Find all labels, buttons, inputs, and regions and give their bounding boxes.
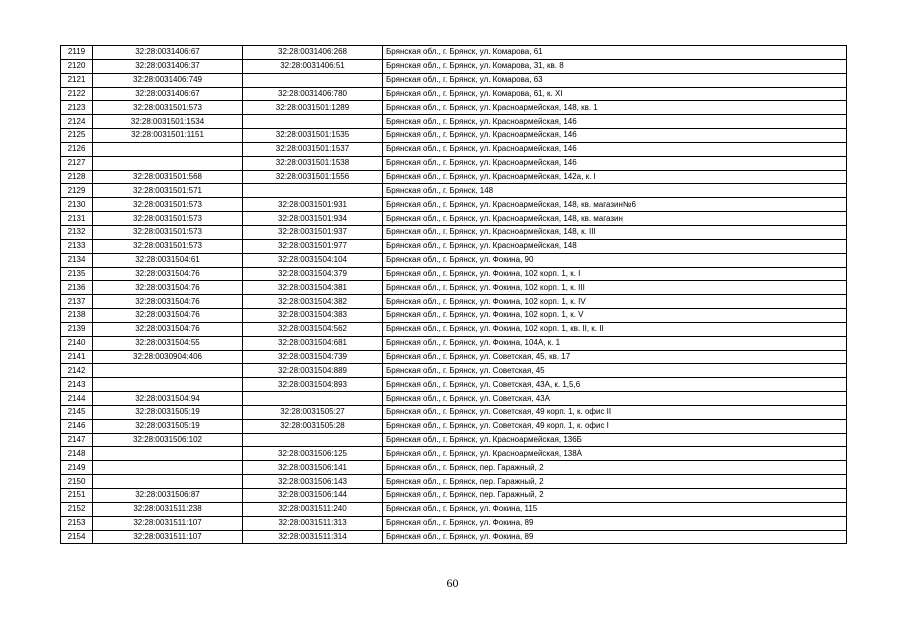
table-row xyxy=(61,405,847,419)
object-cadastral-cell: 32:28:0031501:937 xyxy=(243,225,383,239)
parcel-cadastral-cell: 32:28:0031506:87 xyxy=(93,489,243,503)
table-row xyxy=(61,225,847,239)
parcel-cadastral-cell: 32:28:0030904:406 xyxy=(93,350,243,364)
object-cadastral-cell: 32:28:0031501:1556 xyxy=(243,170,383,184)
parcel-cadastral-cell xyxy=(93,156,243,170)
address-cell: Брянская обл., г. Брянск, ул. Фокина, 102 корп. 1, к. IV xyxy=(383,295,847,309)
parcel-cadastral-cell: 32:28:0031504:76 xyxy=(93,309,243,323)
row-number-cell: 2125 xyxy=(61,129,93,143)
object-cadastral-cell: 32:28:0031511:313 xyxy=(243,516,383,530)
parcel-cadastral-cell: 32:28:0031504:76 xyxy=(93,267,243,281)
object-cadastral-cell: 32:28:0031504:893 xyxy=(243,378,383,392)
table-row xyxy=(61,267,847,281)
row-number-cell: 2150 xyxy=(61,475,93,489)
table-row xyxy=(61,530,847,544)
object-cadastral-cell: 32:28:0031506:141 xyxy=(243,461,383,475)
object-cadastral-cell: 32:28:0031501:1535 xyxy=(243,129,383,143)
row-number-cell: 2139 xyxy=(61,322,93,336)
object-cadastral-cell: 32:28:0031501:977 xyxy=(243,239,383,253)
table-row xyxy=(61,516,847,530)
row-number-cell: 2132 xyxy=(61,225,93,239)
parcel-cadastral-cell: 32:28:0031501:1534 xyxy=(93,115,243,129)
address-cell: Брянская обл., г. Брянск, 148 xyxy=(383,184,847,198)
row-number-cell: 2141 xyxy=(61,350,93,364)
table-body xyxy=(61,46,847,544)
address-cell: Брянская обл., г. Брянск, ул. Фокина, 102 корп. 1, к. V xyxy=(383,309,847,323)
object-cadastral-cell xyxy=(243,115,383,129)
table-row xyxy=(61,73,847,87)
address-cell: Брянская обл., г. Брянск, пер. Гаражный, 2 xyxy=(383,489,847,503)
parcel-cadastral-cell: 32:28:0031501:1151 xyxy=(93,129,243,143)
address-cell: Брянская обл., г. Брянск, ул. Комарова, 61 xyxy=(383,46,847,60)
table-row xyxy=(61,336,847,350)
object-cadastral-cell: 32:28:0031501:1289 xyxy=(243,101,383,115)
table-row xyxy=(61,170,847,184)
address-cell: Брянская обл., г. Брянск, ул. Фокина, 89 xyxy=(383,516,847,530)
parcel-cadastral-cell: 32:28:0031505:19 xyxy=(93,419,243,433)
object-cadastral-cell: 32:28:0031505:28 xyxy=(243,419,383,433)
table-row xyxy=(61,101,847,115)
object-cadastral-cell xyxy=(243,392,383,406)
row-number-cell: 2131 xyxy=(61,212,93,226)
row-number-cell: 2133 xyxy=(61,239,93,253)
address-cell: Брянская обл., г. Брянск, ул. Фокина, 102 корп. 1, к. III xyxy=(383,281,847,295)
row-number-cell: 2120 xyxy=(61,59,93,73)
table-row xyxy=(61,115,847,129)
row-number-cell: 2140 xyxy=(61,336,93,350)
object-cadastral-cell: 32:28:0031504:104 xyxy=(243,253,383,267)
address-cell: Брянская обл., г. Брянск, ул. Советская, 43А, к. 1,5,6 xyxy=(383,378,847,392)
object-cadastral-cell: 32:28:0031406:780 xyxy=(243,87,383,101)
parcel-cadastral-cell: 32:28:0031501:571 xyxy=(93,184,243,198)
object-cadastral-cell: 32:28:0031406:51 xyxy=(243,59,383,73)
object-cadastral-cell: 32:28:0031511:240 xyxy=(243,502,383,516)
parcel-cadastral-cell: 32:28:0031504:61 xyxy=(93,253,243,267)
row-number-cell: 2119 xyxy=(61,46,93,60)
table-row xyxy=(61,184,847,198)
parcel-cadastral-cell: 32:28:0031501:573 xyxy=(93,239,243,253)
address-cell: Брянская обл., г. Брянск, ул. Красноармейская, 136Б xyxy=(383,433,847,447)
object-cadastral-cell: 32:28:0031504:889 xyxy=(243,364,383,378)
row-number-cell: 2129 xyxy=(61,184,93,198)
address-cell: Брянская обл., г. Брянск, ул. Фокина, 89 xyxy=(383,530,847,544)
row-number-cell: 2151 xyxy=(61,489,93,503)
table-row xyxy=(61,129,847,143)
row-number-cell: 2148 xyxy=(61,447,93,461)
parcel-cadastral-cell: 32:28:0031504:94 xyxy=(93,392,243,406)
address-cell: Брянская обл., г. Брянск, ул. Фокина, 102 корп. 1, к. I xyxy=(383,267,847,281)
table-row xyxy=(61,295,847,309)
object-cadastral-cell: 32:28:0031505:27 xyxy=(243,405,383,419)
object-cadastral-cell: 32:28:0031504:379 xyxy=(243,267,383,281)
parcel-cadastral-cell: 32:28:0031505:19 xyxy=(93,405,243,419)
address-cell: Брянская обл., г. Брянск, ул. Фокина, 104А, к. 1 xyxy=(383,336,847,350)
address-cell: Брянская обл., г. Брянск, ул. Красноармейская, 148, кв. магазин xyxy=(383,212,847,226)
parcel-cadastral-cell: 32:28:0031506:102 xyxy=(93,433,243,447)
table-row xyxy=(61,419,847,433)
address-cell: Брянская обл., г. Брянск, ул. Красноармейская, 138А xyxy=(383,447,847,461)
address-cell: Брянская обл., г. Брянск, ул. Комарова, 31, кв. 8 xyxy=(383,59,847,73)
parcel-cadastral-cell: 32:28:0031504:55 xyxy=(93,336,243,350)
parcel-cadastral-cell: 32:28:0031406:37 xyxy=(93,59,243,73)
address-cell: Брянская обл., г. Брянск, пер. Гаражный, 2 xyxy=(383,475,847,489)
object-cadastral-cell: 32:28:0031501:1537 xyxy=(243,142,383,156)
parcel-cadastral-cell: 32:28:0031511:107 xyxy=(93,516,243,530)
address-cell: Брянская обл., г. Брянск, ул. Красноармейская, 148, кв. магазин№6 xyxy=(383,198,847,212)
table-row xyxy=(61,364,847,378)
object-cadastral-cell: 32:28:0031504:381 xyxy=(243,281,383,295)
row-number-cell: 2127 xyxy=(61,156,93,170)
object-cadastral-cell: 32:28:0031504:562 xyxy=(243,322,383,336)
address-cell: Брянская обл., г. Брянск, ул. Советская, 49 корп. 1, к. офис I xyxy=(383,419,847,433)
address-cell: Брянская обл., г. Брянск, ул. Комарова, 61, к. XI xyxy=(383,87,847,101)
address-cell: Брянская обл., г. Брянск, ул. Красноармейская, 148, к. III xyxy=(383,225,847,239)
object-cadastral-cell: 32:28:0031501:931 xyxy=(243,198,383,212)
row-number-cell: 2123 xyxy=(61,101,93,115)
parcel-cadastral-cell xyxy=(93,475,243,489)
address-cell: Брянская обл., г. Брянск, ул. Советская, 43А xyxy=(383,392,847,406)
table-row xyxy=(61,239,847,253)
row-number-cell: 2121 xyxy=(61,73,93,87)
table-row xyxy=(61,212,847,226)
row-number-cell: 2135 xyxy=(61,267,93,281)
address-cell: Брянская обл., г. Брянск, ул. Советская, 45, кв. 17 xyxy=(383,350,847,364)
parcel-cadastral-cell xyxy=(93,142,243,156)
row-number-cell: 2128 xyxy=(61,170,93,184)
parcel-cadastral-cell: 32:28:0031504:76 xyxy=(93,281,243,295)
row-number-cell: 2126 xyxy=(61,142,93,156)
table-row xyxy=(61,475,847,489)
table-row xyxy=(61,447,847,461)
object-cadastral-cell: 32:28:0031506:144 xyxy=(243,489,383,503)
row-number-cell: 2138 xyxy=(61,309,93,323)
parcel-cadastral-cell: 32:28:0031406:67 xyxy=(93,46,243,60)
address-cell: Брянская обл., г. Брянск, ул. Красноармейская, 146 xyxy=(383,156,847,170)
object-cadastral-cell xyxy=(243,433,383,447)
table-row xyxy=(61,59,847,73)
row-number-cell: 2122 xyxy=(61,87,93,101)
parcel-cadastral-cell: 32:28:0031501:568 xyxy=(93,170,243,184)
object-cadastral-cell: 32:28:0031504:382 xyxy=(243,295,383,309)
row-number-cell: 2143 xyxy=(61,378,93,392)
address-cell: Брянская обл., г. Брянск, ул. Советская, 49 корп. 1, к. офис II xyxy=(383,405,847,419)
table-row xyxy=(61,87,847,101)
row-number-cell: 2152 xyxy=(61,502,93,516)
table-row xyxy=(61,489,847,503)
row-number-cell: 2146 xyxy=(61,419,93,433)
parcel-cadastral-cell xyxy=(93,461,243,475)
row-number-cell: 2144 xyxy=(61,392,93,406)
object-cadastral-cell: 32:28:0031506:143 xyxy=(243,475,383,489)
row-number-cell: 2147 xyxy=(61,433,93,447)
address-cell: Брянская обл., г. Брянск, пер. Гаражный, 2 xyxy=(383,461,847,475)
object-cadastral-cell: 32:28:0031504:681 xyxy=(243,336,383,350)
parcel-cadastral-cell: 32:28:0031406:67 xyxy=(93,87,243,101)
address-cell: Брянская обл., г. Брянск, ул. Красноармейская, 146 xyxy=(383,115,847,129)
parcel-cadastral-cell xyxy=(93,364,243,378)
parcel-cadastral-cell: 32:28:0031504:76 xyxy=(93,295,243,309)
parcel-cadastral-cell: 32:28:0031501:573 xyxy=(93,101,243,115)
parcel-cadastral-cell xyxy=(93,447,243,461)
row-number-cell: 2136 xyxy=(61,281,93,295)
table-row xyxy=(61,502,847,516)
parcel-cadastral-cell: 32:28:0031511:107 xyxy=(93,530,243,544)
object-cadastral-cell: 32:28:0031506:125 xyxy=(243,447,383,461)
object-cadastral-cell xyxy=(243,73,383,87)
object-cadastral-cell: 32:28:0031511:314 xyxy=(243,530,383,544)
cadastral-register-table xyxy=(60,45,847,544)
address-cell: Брянская обл., г. Брянск, ул. Красноармейская, 142а, к. I xyxy=(383,170,847,184)
address-cell: Брянская обл., г. Брянск, ул. Красноармейская, 146 xyxy=(383,129,847,143)
table-row xyxy=(61,253,847,267)
address-cell: Брянская обл., г. Брянск, ул. Красноармейская, 148 xyxy=(383,239,847,253)
row-number-cell: 2149 xyxy=(61,461,93,475)
table-row xyxy=(61,322,847,336)
address-cell: Брянская обл., г. Брянск, ул. Фокина, 90 xyxy=(383,253,847,267)
table-row xyxy=(61,309,847,323)
table-row xyxy=(61,198,847,212)
object-cadastral-cell: 32:28:0031504:383 xyxy=(243,309,383,323)
row-number-cell: 2145 xyxy=(61,405,93,419)
parcel-cadastral-cell xyxy=(93,378,243,392)
parcel-cadastral-cell: 32:28:0031501:573 xyxy=(93,225,243,239)
row-number-cell: 2154 xyxy=(61,530,93,544)
page-number: 60 xyxy=(446,576,459,590)
address-cell: Брянская обл., г. Брянск, ул. Советская, 45 xyxy=(383,364,847,378)
object-cadastral-cell: 32:28:0031501:1538 xyxy=(243,156,383,170)
table-row xyxy=(61,378,847,392)
object-cadastral-cell xyxy=(243,184,383,198)
row-number-cell: 2134 xyxy=(61,253,93,267)
address-cell: Брянская обл., г. Брянск, ул. Фокина, 115 xyxy=(383,502,847,516)
table-row xyxy=(61,142,847,156)
table-row xyxy=(61,392,847,406)
row-number-cell: 2130 xyxy=(61,198,93,212)
object-cadastral-cell: 32:28:0031406:268 xyxy=(243,46,383,60)
row-number-cell: 2137 xyxy=(61,295,93,309)
table-row xyxy=(61,46,847,60)
object-cadastral-cell: 32:28:0031504:739 xyxy=(243,350,383,364)
address-cell: Брянская обл., г. Брянск, ул. Фокина, 102 корп. 1, кв. II, к. II xyxy=(383,322,847,336)
table-row xyxy=(61,281,847,295)
table-row xyxy=(61,156,847,170)
object-cadastral-cell: 32:28:0031501:934 xyxy=(243,212,383,226)
row-number-cell: 2124 xyxy=(61,115,93,129)
address-cell: Брянская обл., г. Брянск, ул. Комарова, 63 xyxy=(383,73,847,87)
parcel-cadastral-cell: 32:28:0031504:76 xyxy=(93,322,243,336)
table-row xyxy=(61,350,847,364)
row-number-cell: 2153 xyxy=(61,516,93,530)
parcel-cadastral-cell: 32:28:0031406:749 xyxy=(93,73,243,87)
address-cell: Брянская обл., г. Брянск, ул. Красноармейская, 148, кв. 1 xyxy=(383,101,847,115)
parcel-cadastral-cell: 32:28:0031501:573 xyxy=(93,198,243,212)
parcel-cadastral-cell: 32:28:0031501:573 xyxy=(93,212,243,226)
table-row xyxy=(61,461,847,475)
row-number-cell: 2142 xyxy=(61,364,93,378)
parcel-cadastral-cell: 32:28:0031511:238 xyxy=(93,502,243,516)
address-cell: Брянская обл., г. Брянск, ул. Красноармейская, 146 xyxy=(383,142,847,156)
table-row xyxy=(61,433,847,447)
